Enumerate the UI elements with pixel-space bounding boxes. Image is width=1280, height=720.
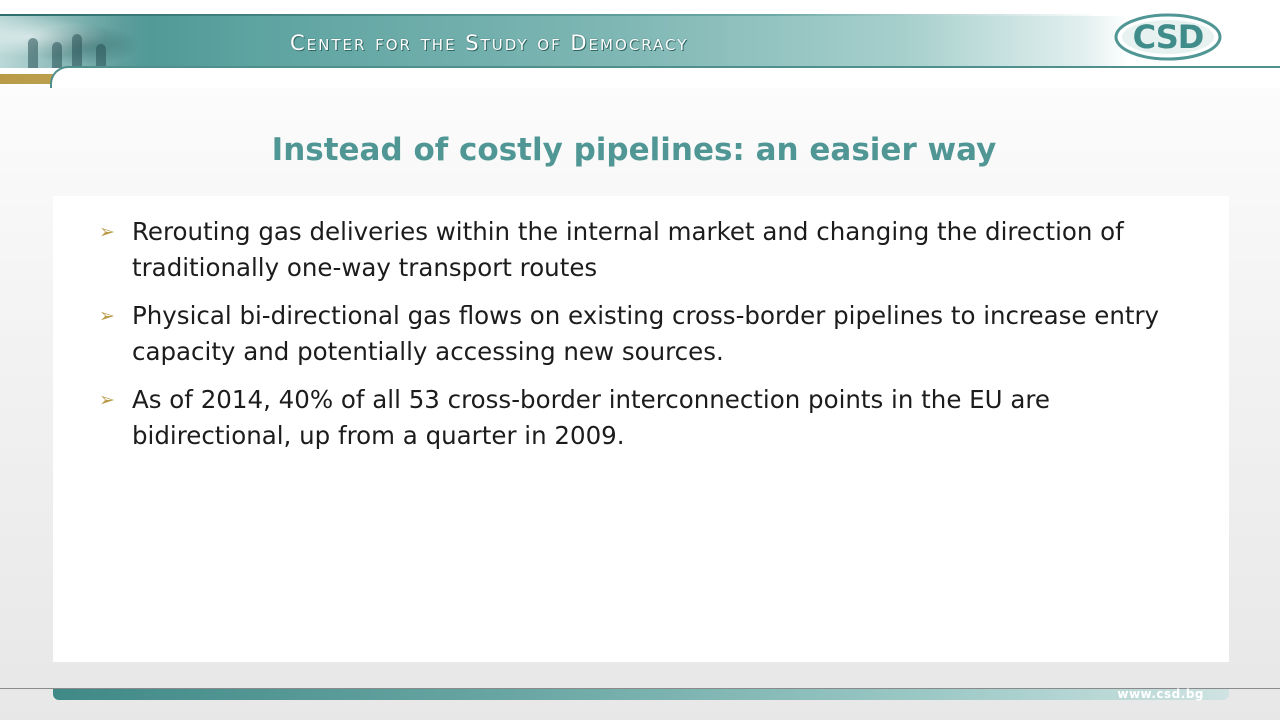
- banner-photo-figure: [52, 42, 62, 68]
- logo-text: CSD: [1132, 18, 1204, 56]
- bullet-list: [99, 214, 1189, 466]
- banner-curve: [50, 66, 1280, 88]
- bullet-text: Rerouting gas deliveries within the internal market and changing the direction of traditionally one-way transport routes: [132, 217, 1124, 282]
- bullet-text: Physical bi-directional gas flows on existing cross-border pipelines to increase entry capacity and potentially accessing new sources.: [132, 301, 1160, 366]
- bullet-item: [99, 298, 1189, 370]
- bullet-item: [99, 214, 1189, 286]
- csd-logo: [1113, 12, 1223, 62]
- banner-photo-figure: [72, 34, 82, 68]
- footer-url: www.csd.bg: [1117, 687, 1204, 701]
- banner-photo-figure: [28, 38, 38, 68]
- slide-title: Instead of costly pipelines: an easier way: [271, 132, 997, 168]
- bullet-item: [99, 382, 1189, 454]
- header-banner: [0, 0, 1280, 86]
- org-name: Center for the Study of Democracy: [290, 31, 689, 55]
- bullet-text: As of 2014, 40% of all 53 cross-border interconnection points in the EU are bidirectional, up from a quarter in 2009.: [132, 385, 1050, 450]
- arrow-bullet-icon: ➢: [99, 221, 115, 243]
- banner-photo-figure: [96, 44, 106, 68]
- arrow-bullet-icon: ➢: [99, 305, 115, 327]
- footer-bar: [53, 689, 1229, 700]
- banner-photo: [0, 16, 150, 68]
- arrow-bullet-icon: ➢: [99, 389, 115, 411]
